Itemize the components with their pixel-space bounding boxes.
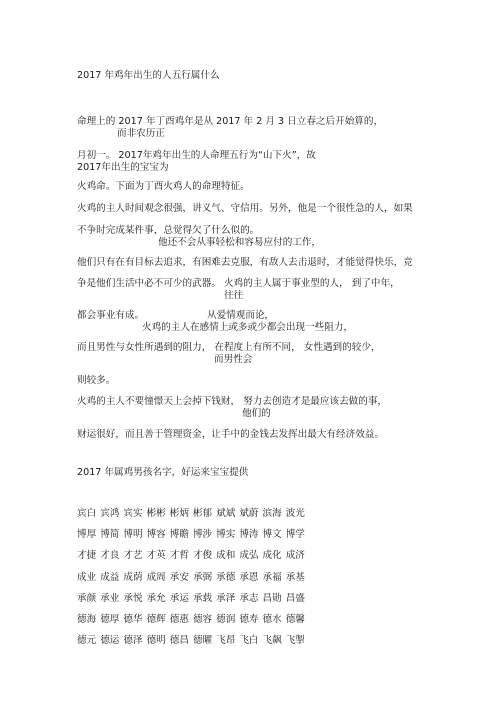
name-item: 才英 (146, 550, 166, 561)
name-item: 德曜 (192, 635, 213, 646)
name-item: 德明 (146, 635, 166, 646)
name-item: 德润 (216, 614, 236, 625)
paragraph-line: 财运很好，而且善于管理资金，让手中的金钱去发挥出最大有经济效益。 (77, 429, 384, 440)
paragraph-line: 而且男性与女性所遇到的阻力， 在程度上有所不同， 女性遇到的较少， (77, 342, 381, 353)
name-item: 成和 (216, 550, 236, 561)
name-item: 彬彬 (146, 508, 166, 519)
name-item: 宾实 (123, 508, 143, 519)
name-item: 德惠 (169, 614, 189, 625)
name-item: 博涉 (192, 529, 213, 540)
name-item: 博容 (146, 529, 166, 540)
name-item: 成周 (146, 572, 166, 583)
paragraph-line: 火鸡命。下面为丁酉火鸡人的命理特征。 (77, 181, 250, 192)
section-heading: 2017 年属鸡男孩名字，好运来宝宝提供 (77, 467, 249, 478)
name-item: 承基 (285, 572, 305, 583)
paragraph-line: 火鸡的主人在感情上或多或少都会出现一些阻力， (142, 322, 354, 333)
name-item: 博明 (123, 529, 143, 540)
name-item: 波光 (285, 508, 305, 519)
names-row (77, 526, 309, 540)
name-item: 飞白 (239, 635, 259, 646)
name-item: 博文 (262, 529, 282, 540)
paragraph-line: 而非农历正 (117, 128, 165, 139)
name-item: 才艺 (123, 550, 143, 561)
name-item: 承泽 (216, 593, 236, 604)
name-item: 德寿 (239, 614, 259, 625)
name-item: 彬郁 (192, 508, 213, 519)
name-item: 承载 (192, 593, 213, 604)
name-item: 成济 (285, 550, 305, 561)
names-row (77, 505, 309, 519)
page-title: 2017 年鸡年出生的人五行属什么 (77, 70, 220, 81)
names-row (77, 569, 309, 583)
name-item: 承运 (169, 593, 189, 604)
name-item: 宾鸿 (100, 508, 120, 519)
name-item: 宾白 (77, 508, 97, 519)
paragraph-line: 他们只有在有目标去追求，有困难去克服，有敌人去击退时，才能觉得快乐，竞 (77, 257, 413, 268)
name-item: 飞掣 (285, 635, 305, 646)
paragraph-line: 往往 (224, 290, 244, 301)
name-item: 承弼 (192, 572, 213, 583)
name-item: 斌蔚 (239, 508, 259, 519)
name-item: 博学 (285, 529, 305, 540)
paragraph-line: 而男性会 (214, 354, 253, 365)
name-item: 成益 (100, 572, 120, 583)
name-item: 才俊 (192, 550, 213, 561)
name-item: 德运 (100, 635, 120, 646)
names-row (77, 611, 309, 625)
name-item: 德昌 (169, 635, 189, 646)
paragraph-line: 不争时完成某件事，总觉得欠了什么似的。 (77, 225, 260, 236)
name-item: 博瞻 (169, 529, 189, 540)
name-item: 承允 (146, 593, 166, 604)
name-item: 德元 (77, 635, 97, 646)
name-item: 博简 (100, 529, 120, 540)
name-item: 博实 (216, 529, 236, 540)
name-item: 才捷 (77, 550, 97, 561)
name-item: 德泽 (123, 635, 143, 646)
names-row (77, 632, 309, 646)
paragraph-line: 争是他们生活中必不可少的武器。 火鸡的主人属于事业型的人， 到了中年， (77, 278, 400, 289)
name-item: 承恩 (239, 572, 259, 583)
name-item: 斌斌 (216, 508, 236, 519)
paragraph-line: 火鸡的主人不要憧憬天上会掉下钱财， 努力去创造才是最应该去做的事， (77, 396, 388, 407)
paragraph-line: 都会事业有成。 (77, 310, 145, 321)
name-item: 承颜 (77, 593, 97, 604)
name-item: 滨海 (262, 508, 282, 519)
paragraph-line: 从爱情观而论， (207, 310, 275, 321)
paragraph-line: 命理上的 2017 年丁酉鸡年是从 2017 年 2 月 3 日立春之后开始算的， (77, 116, 384, 127)
name-item: 博涛 (239, 529, 259, 540)
name-item: 承业 (100, 593, 120, 604)
name-item: 成业 (77, 572, 97, 583)
name-item: 成荫 (123, 572, 143, 583)
name-item: 承安 (169, 572, 189, 583)
paragraph-line: 他们的 (242, 408, 271, 419)
name-item: 彬炳 (169, 508, 189, 519)
name-item: 飞昂 (216, 635, 236, 646)
name-item: 承德 (216, 572, 236, 583)
name-item: 德海 (77, 614, 97, 625)
name-item: 德馨 (285, 614, 305, 625)
paragraph-line: 火鸡的主人时间观念很强，讲义气、守信用。另外，他是一个很性急的人，如果 (77, 203, 413, 214)
name-item: 昌勋 (262, 593, 282, 604)
name-item: 才良 (100, 550, 120, 561)
name-item: 成弘 (239, 550, 259, 561)
name-item: 承福 (262, 572, 282, 583)
name-item: 德容 (192, 614, 213, 625)
name-item: 承志 (239, 593, 259, 604)
name-item: 承悦 (123, 593, 143, 604)
names-row (77, 590, 309, 604)
paragraph-line: 月初一。 2017年鸡年出生的人命理五行为“山下火”，故 (77, 150, 316, 161)
names-row (77, 547, 309, 561)
name-item: 昌盛 (285, 593, 305, 604)
name-item: 博厚 (77, 529, 97, 540)
paragraph-line: 他还不会从事轻松和容易应付的工作， (158, 237, 322, 248)
name-item: 德水 (262, 614, 282, 625)
name-item: 德辉 (146, 614, 166, 625)
name-item: 成化 (262, 550, 282, 561)
paragraph-line: 则较多。 (77, 375, 116, 386)
name-item: 德华 (123, 614, 143, 625)
paragraph-line: 2017年出生的宝宝为 (77, 162, 169, 173)
name-item: 德厚 (100, 614, 120, 625)
name-item: 才哲 (169, 550, 189, 561)
name-item: 飞飙 (262, 635, 282, 646)
